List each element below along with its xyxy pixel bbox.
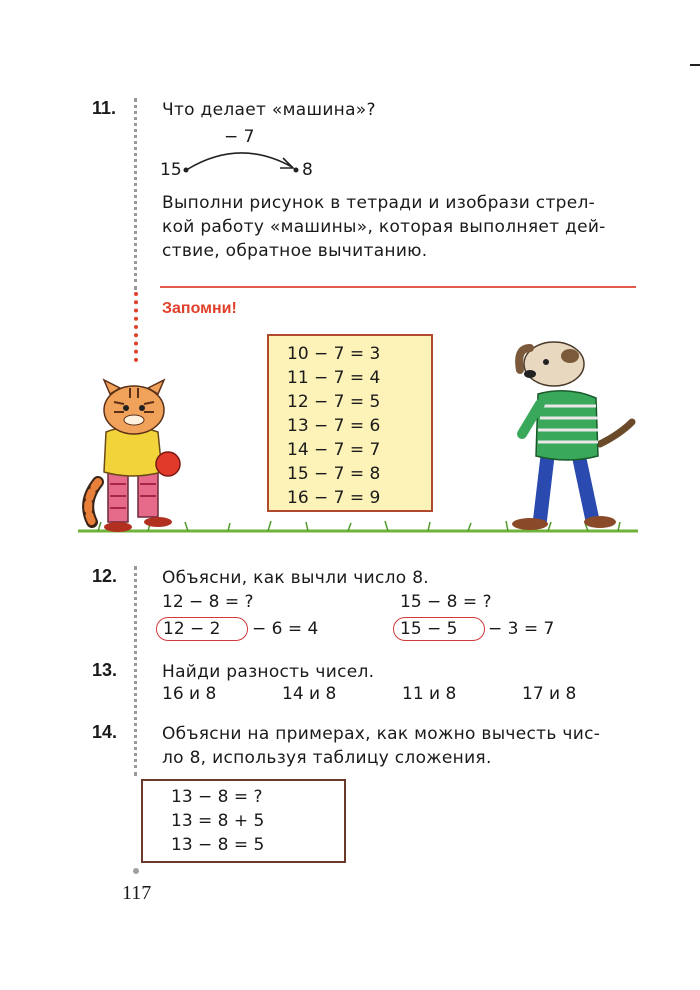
arrow-end: 8 xyxy=(302,160,313,180)
margin-dots-red xyxy=(134,292,142,362)
task-text-line: Объясни на примерах, как можно вычесть чис- xyxy=(162,724,601,744)
task-question: Объясни, как вычли число 8. xyxy=(162,568,430,588)
task-number: 14. xyxy=(92,722,118,742)
cat-illustration xyxy=(80,372,210,534)
right-problem: 15 − 8 = ? xyxy=(400,592,492,612)
example-row: 13 − 8 = ? xyxy=(171,787,263,807)
table-row: 16 − 7 = 9 xyxy=(287,488,381,508)
table-row: 15 − 7 = 8 xyxy=(287,464,381,484)
task-text-line: Выполни рисунок в тетради и изобрази стрел- xyxy=(162,193,596,213)
task-text-line: ло 8, используя таблицу сложения. xyxy=(162,748,492,768)
right-rest: − 3 = 7 xyxy=(488,619,555,639)
left-rest: − 6 = 4 xyxy=(252,619,319,639)
example-row: 13 = 8 + 5 xyxy=(171,811,265,831)
right-circled: 15 − 5 xyxy=(400,619,458,639)
subtraction-table xyxy=(267,334,433,512)
margin-dot xyxy=(133,868,139,874)
margin-dots xyxy=(134,566,141,776)
arrow-start: 15 xyxy=(160,160,182,180)
number-pair: 11 и 8 xyxy=(402,684,457,704)
number-pair: 14 и 8 xyxy=(282,684,337,704)
number-pair: 16 и 8 xyxy=(162,684,217,704)
machine-arrow xyxy=(180,140,310,185)
table-row: 12 − 7 = 5 xyxy=(287,392,381,412)
remember-title: Запомни! xyxy=(162,300,237,317)
table-row: 13 − 7 = 6 xyxy=(287,416,381,436)
example-box xyxy=(141,779,346,863)
table-row: 10 − 7 = 3 xyxy=(287,344,381,364)
remember-divider xyxy=(160,286,636,288)
number-pair: 17 и 8 xyxy=(522,684,577,704)
dog-illustration xyxy=(500,334,640,534)
task-question: Что делает «машина»? xyxy=(162,100,376,120)
machine-label: − 7 xyxy=(224,127,255,147)
left-problem: 12 − 8 = ? xyxy=(162,592,254,612)
task-number: 13. xyxy=(92,660,118,680)
task-question: Найди разность чисел. xyxy=(162,662,375,682)
table-row: 14 − 7 = 7 xyxy=(287,440,381,460)
example-row: 13 − 8 = 5 xyxy=(171,835,265,855)
margin-dots xyxy=(134,98,141,290)
corner-dash xyxy=(690,64,700,66)
task-text-line: ствие, обратное вычитанию. xyxy=(162,241,428,261)
left-circled: 12 − 2 xyxy=(163,619,221,639)
task-number: 12. xyxy=(92,566,118,586)
task-text-line: кой работу «машины», которая выполняет дей- xyxy=(162,217,606,237)
page-number: 117 xyxy=(122,882,152,904)
table-row: 11 − 7 = 4 xyxy=(287,368,381,388)
task-number: 11. xyxy=(92,98,117,118)
